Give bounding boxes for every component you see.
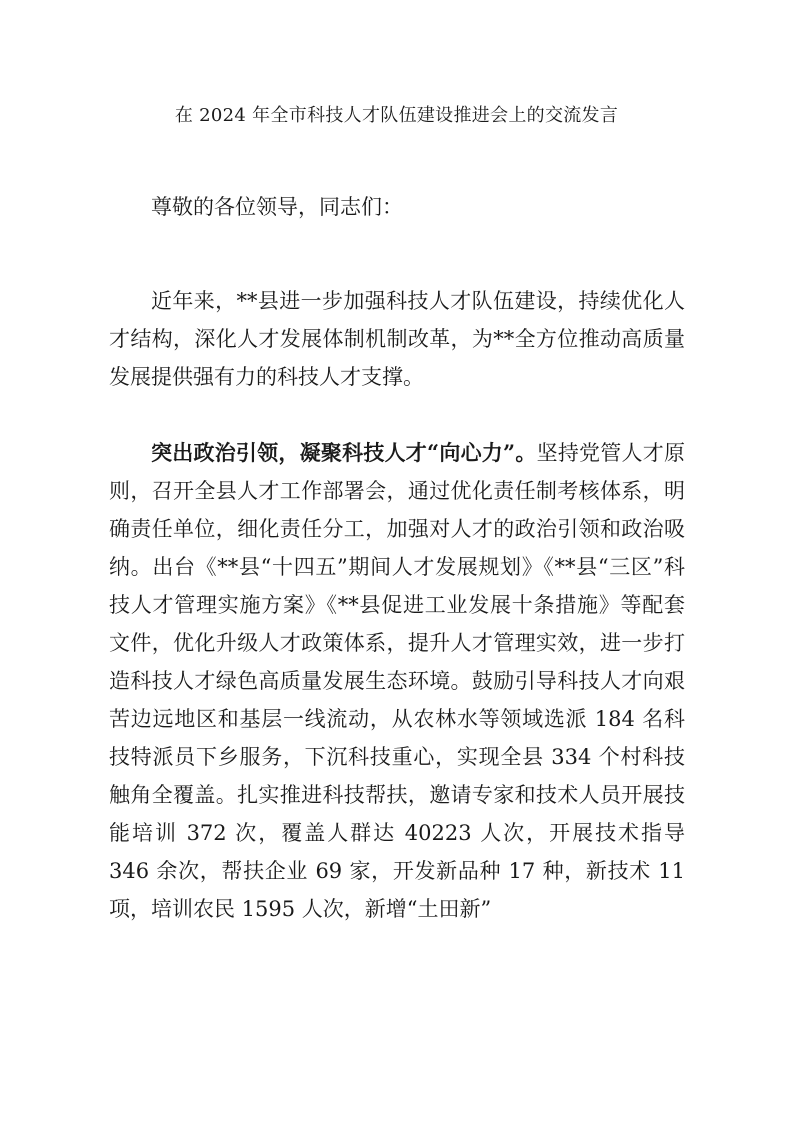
paragraph-intro: 近年来，**县进一步加强科技人才队伍建设，持续优化人才结构，深化人才发展体制机制改革，为**全方位推动高质量发展提供强有力的科技人才支撑。 xyxy=(109,289,685,389)
document-title: 在 2024 年全市科技人才队伍建设推进会上的交流发言 xyxy=(174,105,619,126)
paragraph-body: 坚持党管人才原则，召开全县人才工作部署会，通过优化责任制考核体系，明确责任单位，细化责任分工，加强对人才的政治引领和政治吸纳。出台《**县“十四五”期间人才发展规划》《**县“三区”科技人才管理实施方案》《**县促进工业发展十条措施》等配套文件，优化升级人才政策体系，提升人才管理实效，进一步打造科技人才绿色高质量发展生态环境。鼓励引导科技人才向艰苦边远地区和基层一线流动，从农林水等领域选派 184 名科技特派员下乡服务，下沉科技重心，实现全县 334 个村科技触角全覆盖。扎实推进科技帮扶，邀请专家和技术人员开展技能培训 372 次，覆盖人群达 40223 人次，开展技术指导 346 余次，帮扶企业 69 家，开发新品种 17 种，新技术 11 项，培训农民 1595 人次，新增“土田新” xyxy=(109,441,685,921)
paragraph-lead-heading: 突出政治引领，凝聚科技人才“向心力”。 xyxy=(151,440,537,465)
greeting: 尊敬的各位领导，同志们： xyxy=(151,195,403,219)
paragraph-political-guidance xyxy=(109,434,685,928)
